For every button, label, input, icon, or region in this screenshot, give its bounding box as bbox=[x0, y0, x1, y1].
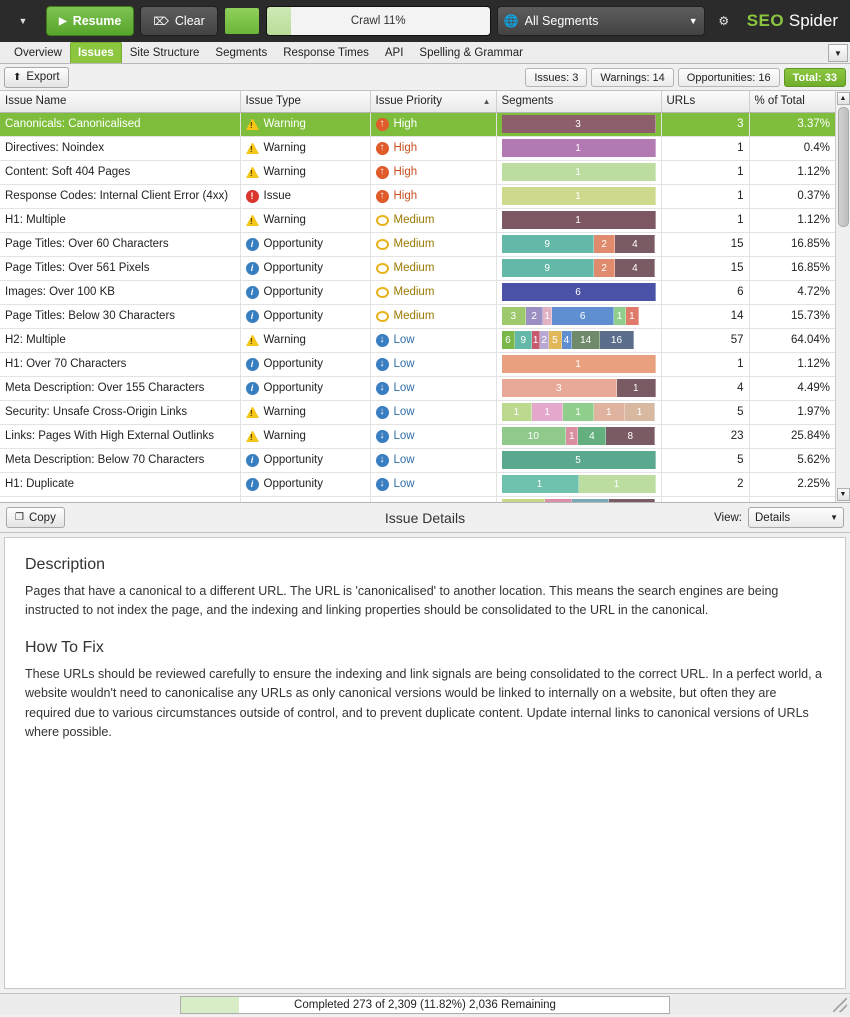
low-priority-icon: ↓ bbox=[376, 382, 389, 395]
play-icon: ▶ bbox=[59, 15, 67, 27]
table-row[interactable] bbox=[0, 472, 835, 496]
export-button[interactable] bbox=[4, 67, 69, 88]
cell-urls: 1 bbox=[661, 352, 749, 376]
issues-table-container bbox=[0, 91, 850, 503]
warning-icon bbox=[246, 407, 259, 418]
column-header-issue-priority[interactable] bbox=[370, 91, 496, 112]
segment-block: 14 bbox=[572, 331, 600, 349]
segment-block: 1 bbox=[594, 403, 625, 421]
crawl-progress-label: Crawl 11% bbox=[350, 15, 406, 27]
cell-issue-priority: ↓ Low bbox=[370, 376, 496, 400]
warning-icon bbox=[246, 119, 259, 130]
cell-issue-name: H1: Duplicate bbox=[0, 472, 240, 496]
cell-issue-name: Page Titles: Over 561 Pixels bbox=[0, 256, 240, 280]
clear-label: Clear bbox=[174, 14, 205, 28]
view-controls bbox=[714, 507, 844, 528]
low-priority-icon: ↓ bbox=[376, 430, 389, 443]
cell-segments bbox=[496, 376, 661, 400]
segment-block: 6 bbox=[502, 331, 516, 349]
segment-block: 1 bbox=[532, 403, 563, 421]
scrollbar-thumb[interactable] bbox=[838, 107, 849, 227]
segment-block: 1 bbox=[626, 307, 638, 325]
segments-selector-label: All Segments bbox=[524, 14, 599, 28]
column-header-segments[interactable]: Segments bbox=[496, 91, 661, 112]
table-row[interactable] bbox=[0, 448, 835, 472]
app-brand bbox=[743, 11, 844, 31]
opportunity-icon: i bbox=[246, 262, 259, 275]
warning-icon bbox=[246, 335, 259, 346]
cell-issue-priority: Medium bbox=[370, 280, 496, 304]
segment-block: 1 bbox=[566, 427, 578, 445]
export-label: Export bbox=[26, 71, 60, 83]
cell-issue-priority: Medium bbox=[370, 256, 496, 280]
segment-block: 9 bbox=[502, 259, 594, 277]
cell-issue-priority: ↑ High bbox=[370, 112, 496, 136]
main-toolbar bbox=[0, 0, 850, 42]
low-priority-icon: ↓ bbox=[376, 406, 389, 419]
segment-block: 1 bbox=[625, 403, 656, 421]
cell-issue-type: i Opportunity bbox=[240, 376, 370, 400]
cell-percent bbox=[749, 496, 835, 502]
cell-issue-name: Links: Pages With High External Outlinks bbox=[0, 424, 240, 448]
segments-selector[interactable] bbox=[497, 6, 705, 36]
cell-issue-name: Response Codes: Internal Client Error (4xx) bbox=[0, 184, 240, 208]
low-priority-icon: ↓ bbox=[376, 358, 389, 371]
cell-issue-name: Canonicals: Canonicalised bbox=[0, 112, 240, 136]
segment-block: 1 bbox=[502, 475, 579, 493]
resume-label: Resume bbox=[72, 14, 122, 28]
cell-issue-type: i Opportunity bbox=[240, 472, 370, 496]
cell-percent: 0.37% bbox=[749, 184, 835, 208]
medium-priority-icon bbox=[376, 263, 389, 274]
chip-warnings[interactable]: Warnings: 14 bbox=[591, 68, 673, 87]
cell-issue-priority: ↓ Low bbox=[370, 448, 496, 472]
segment-block: 3 bbox=[502, 379, 618, 397]
chip-total[interactable]: Total: 33 bbox=[784, 68, 846, 87]
chevron-down-icon: ▼ bbox=[18, 16, 28, 26]
cell-issue-type: i Opportunity bbox=[240, 352, 370, 376]
description-text: Pages that have a canonical to a different URL. The URL is 'canonicalised' to another location. This means the search engines are being instructed to not index the page, and the indexing and linking properties should be consolidated to the URL in the canonical. bbox=[25, 584, 779, 618]
cell-percent: 16.85% bbox=[749, 232, 835, 256]
table-row[interactable] bbox=[0, 256, 835, 280]
tab-spelling-grammar[interactable]: Spelling & Grammar bbox=[419, 47, 523, 59]
segment-block: 9 bbox=[515, 331, 532, 349]
segment-block: 6 bbox=[552, 307, 614, 325]
tab-site-structure[interactable]: Site Structure bbox=[129, 47, 200, 59]
cell-issue-priority: Medium bbox=[370, 232, 496, 256]
chevron-down-icon: ▼ bbox=[834, 48, 842, 58]
cell-issue-type: i Opportunity bbox=[240, 304, 370, 328]
cell-urls: 1 bbox=[661, 184, 749, 208]
crawl-progress-bar bbox=[266, 6, 491, 36]
export-icon: ⬆ bbox=[13, 71, 22, 83]
broom-icon: ⌦ bbox=[153, 15, 169, 28]
cell-urls: 3 bbox=[661, 112, 749, 136]
cell-issue-priority: ↑ High bbox=[370, 136, 496, 160]
table-row[interactable] bbox=[0, 232, 835, 256]
cell-urls: 2 bbox=[661, 472, 749, 496]
cell-percent: 1.12% bbox=[749, 160, 835, 184]
medium-priority-icon bbox=[376, 311, 389, 322]
table-row[interactable] bbox=[0, 424, 835, 448]
cell-issue-type bbox=[240, 496, 370, 502]
cell-percent: 4.72% bbox=[749, 280, 835, 304]
cell-issue-type: i Opportunity bbox=[240, 256, 370, 280]
cell-urls: 23 bbox=[661, 424, 749, 448]
cell-issue-priority bbox=[370, 496, 496, 502]
cell-segments bbox=[496, 448, 661, 472]
cell-issue-name: H1: Over 70 Characters bbox=[0, 352, 240, 376]
medium-priority-icon bbox=[376, 239, 389, 250]
resume-button[interactable] bbox=[46, 6, 134, 36]
cell-segments bbox=[496, 472, 661, 496]
column-header-issue-type[interactable]: Issue Type bbox=[240, 91, 370, 112]
brand-spider: Spider bbox=[788, 11, 838, 30]
chevron-down-icon: ▼ bbox=[830, 513, 838, 522]
resize-grip-icon[interactable] bbox=[833, 998, 847, 1012]
cell-issue-type: ! Issue bbox=[240, 184, 370, 208]
table-row[interactable] bbox=[0, 328, 835, 352]
segment-block: 1 bbox=[563, 403, 594, 421]
table-row[interactable] bbox=[0, 208, 835, 232]
chip-issues[interactable]: Issues: 3 bbox=[525, 68, 587, 87]
cell-issue-type: ! Warning bbox=[240, 424, 370, 448]
cell-issue-name: Security: Unsafe Cross-Origin Links bbox=[0, 400, 240, 424]
sort-ascending-icon: ▲ bbox=[482, 97, 491, 106]
segment-block: 4 bbox=[615, 259, 655, 277]
table-row[interactable] bbox=[0, 496, 835, 502]
cell-issue-name: Meta Description: Over 155 Characters bbox=[0, 376, 240, 400]
cell-issue-type: i Opportunity bbox=[240, 280, 370, 304]
segment-block: 1 bbox=[532, 331, 540, 349]
segment-block bbox=[502, 499, 545, 502]
opportunity-icon: i bbox=[246, 382, 259, 395]
how-to-fix-heading: How To Fix bbox=[25, 638, 104, 656]
cell-urls: 57 bbox=[661, 328, 749, 352]
cell-percent: 0.4% bbox=[749, 136, 835, 160]
medium-priority-icon bbox=[376, 287, 389, 298]
issues-subtoolbar bbox=[0, 64, 850, 91]
issue-details-body bbox=[4, 537, 846, 989]
cell-segments bbox=[496, 280, 661, 304]
opportunity-icon: i bbox=[246, 310, 259, 323]
cell-issue-priority: ↑ High bbox=[370, 184, 496, 208]
table-row[interactable] bbox=[0, 184, 835, 208]
view-select-value: Details bbox=[755, 511, 791, 524]
segment-block: 1 bbox=[614, 307, 626, 325]
column-header-urls[interactable]: URLs bbox=[661, 91, 749, 112]
segment-block: 3 bbox=[502, 307, 527, 325]
table-header-row bbox=[0, 91, 835, 112]
segment-block: 4 bbox=[562, 331, 573, 349]
cell-percent: 3.37% bbox=[749, 112, 835, 136]
view-select[interactable] bbox=[748, 507, 844, 528]
warning-icon bbox=[246, 143, 259, 154]
status-progress-bar bbox=[180, 996, 670, 1014]
issue-count-chips bbox=[525, 68, 846, 87]
status-progress-label: Completed 273 of 2,309 (11.82%) 2,036 Remaining bbox=[294, 998, 556, 1011]
segment-block: 1 bbox=[502, 211, 656, 229]
segment-block: 3 bbox=[502, 115, 656, 133]
mode-dropdown-button[interactable] bbox=[6, 6, 40, 36]
cell-segments bbox=[496, 184, 661, 208]
crawl-progress-fill bbox=[267, 7, 292, 35]
cell-issue-name: H2: Multiple bbox=[0, 328, 240, 352]
cell-urls: 4 bbox=[661, 376, 749, 400]
cell-issue-name: Meta Description: Below 70 Characters bbox=[0, 448, 240, 472]
cell-segments bbox=[496, 208, 661, 232]
cell-percent: 25.84% bbox=[749, 424, 835, 448]
table-row[interactable] bbox=[0, 400, 835, 424]
segment-block: 1 bbox=[579, 475, 656, 493]
cell-urls: 1 bbox=[661, 160, 749, 184]
issues-table-scroll bbox=[0, 91, 835, 502]
status-bar bbox=[0, 993, 850, 1015]
cell-segments bbox=[496, 496, 661, 502]
chevron-down-icon: ▼ bbox=[688, 16, 698, 26]
segment-block: 5 bbox=[502, 451, 656, 469]
cell-issue-name: H1: Multiple bbox=[0, 208, 240, 232]
cell-issue-type: ! Warning bbox=[240, 160, 370, 184]
issue-details-title: Issue Details bbox=[384, 509, 466, 526]
opportunity-icon: i bbox=[246, 478, 259, 491]
cell-issue-priority: ↓ Low bbox=[370, 424, 496, 448]
cell-percent: 1.12% bbox=[749, 208, 835, 232]
cell-issue-priority: Medium bbox=[370, 208, 496, 232]
table-row[interactable] bbox=[0, 160, 835, 184]
segment-block: 10 bbox=[502, 427, 567, 445]
warning-icon bbox=[246, 167, 259, 178]
cell-percent: 1.97% bbox=[749, 400, 835, 424]
cell-urls: 15 bbox=[661, 232, 749, 256]
cell-segments bbox=[496, 112, 661, 136]
tab-response-times[interactable]: Response Times bbox=[283, 47, 369, 59]
high-priority-icon: ↑ bbox=[376, 142, 389, 155]
cell-segments bbox=[496, 256, 661, 280]
segment-block: 2 bbox=[540, 331, 549, 349]
globe-icon: 🌐 bbox=[503, 14, 519, 28]
segment-block bbox=[572, 499, 609, 502]
cell-percent: 5.62% bbox=[749, 448, 835, 472]
issues-table-scrollbar[interactable] bbox=[835, 91, 850, 502]
column-header-issue-name[interactable]: Issue Name bbox=[0, 91, 240, 112]
cell-issue-priority: ↑ High bbox=[370, 160, 496, 184]
tabs-overflow-button[interactable] bbox=[828, 44, 848, 62]
segment-block: 1 bbox=[502, 187, 656, 205]
copy-icon: ❐ bbox=[15, 512, 24, 523]
issue-details-toolbar bbox=[0, 503, 850, 533]
segment-block: 1 bbox=[502, 139, 656, 157]
cell-issue-type: ! Warning bbox=[240, 208, 370, 232]
segment-block: 8 bbox=[606, 427, 655, 445]
tab-api[interactable]: API bbox=[384, 47, 404, 59]
tab-overview[interactable]: Overview bbox=[14, 47, 62, 59]
tab-issues[interactable]: Issues bbox=[70, 42, 122, 63]
cell-segments bbox=[496, 160, 661, 184]
copy-label: Copy bbox=[28, 511, 56, 524]
warning-icon bbox=[246, 431, 259, 442]
cell-urls: 15 bbox=[661, 256, 749, 280]
cell-percent: 1.12% bbox=[749, 352, 835, 376]
segment-block: 4 bbox=[615, 235, 655, 253]
segment-block bbox=[609, 499, 655, 502]
issue-icon: ! bbox=[246, 190, 259, 203]
segment-block: 4 bbox=[578, 427, 606, 445]
cell-percent: 2.25% bbox=[749, 472, 835, 496]
cell-segments bbox=[496, 304, 661, 328]
cell-issue-name: Directives: Noindex bbox=[0, 136, 240, 160]
cell-issue-type: ! Warning bbox=[240, 136, 370, 160]
cell-issue-name: Images: Over 100 KB bbox=[0, 280, 240, 304]
status-progress-fill bbox=[181, 997, 239, 1013]
description-heading: Description bbox=[25, 556, 106, 573]
segment-block: 6 bbox=[502, 283, 656, 301]
cell-issue-name: Content: Soft 404 Pages bbox=[0, 160, 240, 184]
tab-segments[interactable]: Segments bbox=[215, 47, 268, 59]
segment-block: 1 bbox=[502, 403, 533, 421]
cell-segments bbox=[496, 400, 661, 424]
cell-issue-type: ! Warning bbox=[240, 400, 370, 424]
segment-block: 1 bbox=[617, 379, 656, 397]
chip-opportunities[interactable]: Opportunities: 16 bbox=[678, 68, 780, 87]
main-tabs bbox=[0, 42, 850, 64]
column-header-issue-priority-label: Issue Priority bbox=[375, 95, 442, 108]
cell-issue-name bbox=[0, 496, 240, 502]
table-row[interactable] bbox=[0, 280, 835, 304]
cell-urls: 5 bbox=[661, 448, 749, 472]
color-swatch-button[interactable] bbox=[224, 7, 260, 35]
cell-issue-type: i Opportunity bbox=[240, 232, 370, 256]
issues-table-body bbox=[0, 112, 835, 502]
segment-block: 1 bbox=[502, 163, 656, 181]
high-priority-icon: ↑ bbox=[376, 166, 389, 179]
gear-icon[interactable]: ⚙ bbox=[718, 14, 730, 28]
opportunity-icon: i bbox=[246, 286, 259, 299]
low-priority-icon: ↓ bbox=[376, 334, 389, 347]
opportunity-icon: i bbox=[246, 238, 259, 251]
opportunity-icon: i bbox=[246, 358, 259, 371]
segment-block bbox=[545, 499, 573, 502]
cell-issue-type: ! Warning bbox=[240, 112, 370, 136]
cell-segments bbox=[496, 352, 661, 376]
opportunity-icon: i bbox=[246, 454, 259, 467]
table-row[interactable] bbox=[0, 352, 835, 376]
table-row[interactable] bbox=[0, 112, 835, 136]
column-header-percent-of-total[interactable]: % of Total bbox=[749, 91, 835, 112]
scroll-up-icon[interactable]: ▲ bbox=[837, 92, 850, 105]
segment-block: 2 bbox=[526, 307, 543, 325]
segment-block: 2 bbox=[594, 235, 616, 253]
cell-issue-name: Page Titles: Below 30 Characters bbox=[0, 304, 240, 328]
cell-urls: 14 bbox=[661, 304, 749, 328]
issues-table bbox=[0, 91, 835, 502]
table-row[interactable] bbox=[0, 304, 835, 328]
cell-urls: 1 bbox=[661, 208, 749, 232]
view-label: View: bbox=[714, 511, 742, 524]
segment-block: 9 bbox=[502, 235, 594, 253]
cell-issue-priority: ↓ Low bbox=[370, 472, 496, 496]
high-priority-icon: ↑ bbox=[376, 190, 389, 203]
cell-urls: 1 bbox=[661, 136, 749, 160]
cell-urls: 6 bbox=[661, 280, 749, 304]
cell-segments bbox=[496, 328, 661, 352]
segment-block: 2 bbox=[594, 259, 616, 277]
low-priority-icon: ↓ bbox=[376, 478, 389, 491]
medium-priority-icon bbox=[376, 215, 389, 226]
table-row[interactable] bbox=[0, 376, 835, 400]
how-to-fix-text: These URLs should be reviewed carefully to ensure the indexing and link signals are being consolidated to the correct URL. In a perfect world, a website wouldn't need to canonicalise any URLs as only canonical versions would be linked to internally on a website, but often they are required due to various circumstances outside of control, and to prevent duplicate content. Update internal links to canonical versions of URLs where possible. bbox=[25, 666, 822, 739]
cell-urls: 5 bbox=[661, 400, 749, 424]
segment-block: 1 bbox=[502, 355, 656, 373]
cell-percent: 16.85% bbox=[749, 256, 835, 280]
cell-segments bbox=[496, 136, 661, 160]
cell-urls bbox=[661, 496, 749, 502]
cell-issue-name: Page Titles: Over 60 Characters bbox=[0, 232, 240, 256]
cell-issue-priority: ↓ Low bbox=[370, 352, 496, 376]
cell-issue-type: ! Warning bbox=[240, 328, 370, 352]
cell-segments bbox=[496, 232, 661, 256]
high-priority-icon: ↑ bbox=[376, 118, 389, 131]
scroll-down-icon[interactable]: ▼ bbox=[837, 488, 850, 501]
cell-issue-priority: ↓ Low bbox=[370, 328, 496, 352]
cell-percent: 64.04% bbox=[749, 328, 835, 352]
cell-percent: 4.49% bbox=[749, 376, 835, 400]
table-row[interactable] bbox=[0, 136, 835, 160]
low-priority-icon: ↓ bbox=[376, 454, 389, 467]
cell-issue-type: i Opportunity bbox=[240, 448, 370, 472]
cell-issue-priority: ↓ Low bbox=[370, 400, 496, 424]
cell-percent: 15.73% bbox=[749, 304, 835, 328]
segment-block: 1 bbox=[543, 307, 552, 325]
segment-block: 5 bbox=[549, 331, 561, 349]
brand-seo: SEO bbox=[746, 11, 785, 30]
warning-icon bbox=[246, 215, 259, 226]
clear-button[interactable] bbox=[140, 6, 217, 36]
copy-button[interactable] bbox=[6, 507, 65, 528]
cell-segments bbox=[496, 424, 661, 448]
segment-block: 16 bbox=[600, 331, 634, 349]
cell-issue-priority: Medium bbox=[370, 304, 496, 328]
